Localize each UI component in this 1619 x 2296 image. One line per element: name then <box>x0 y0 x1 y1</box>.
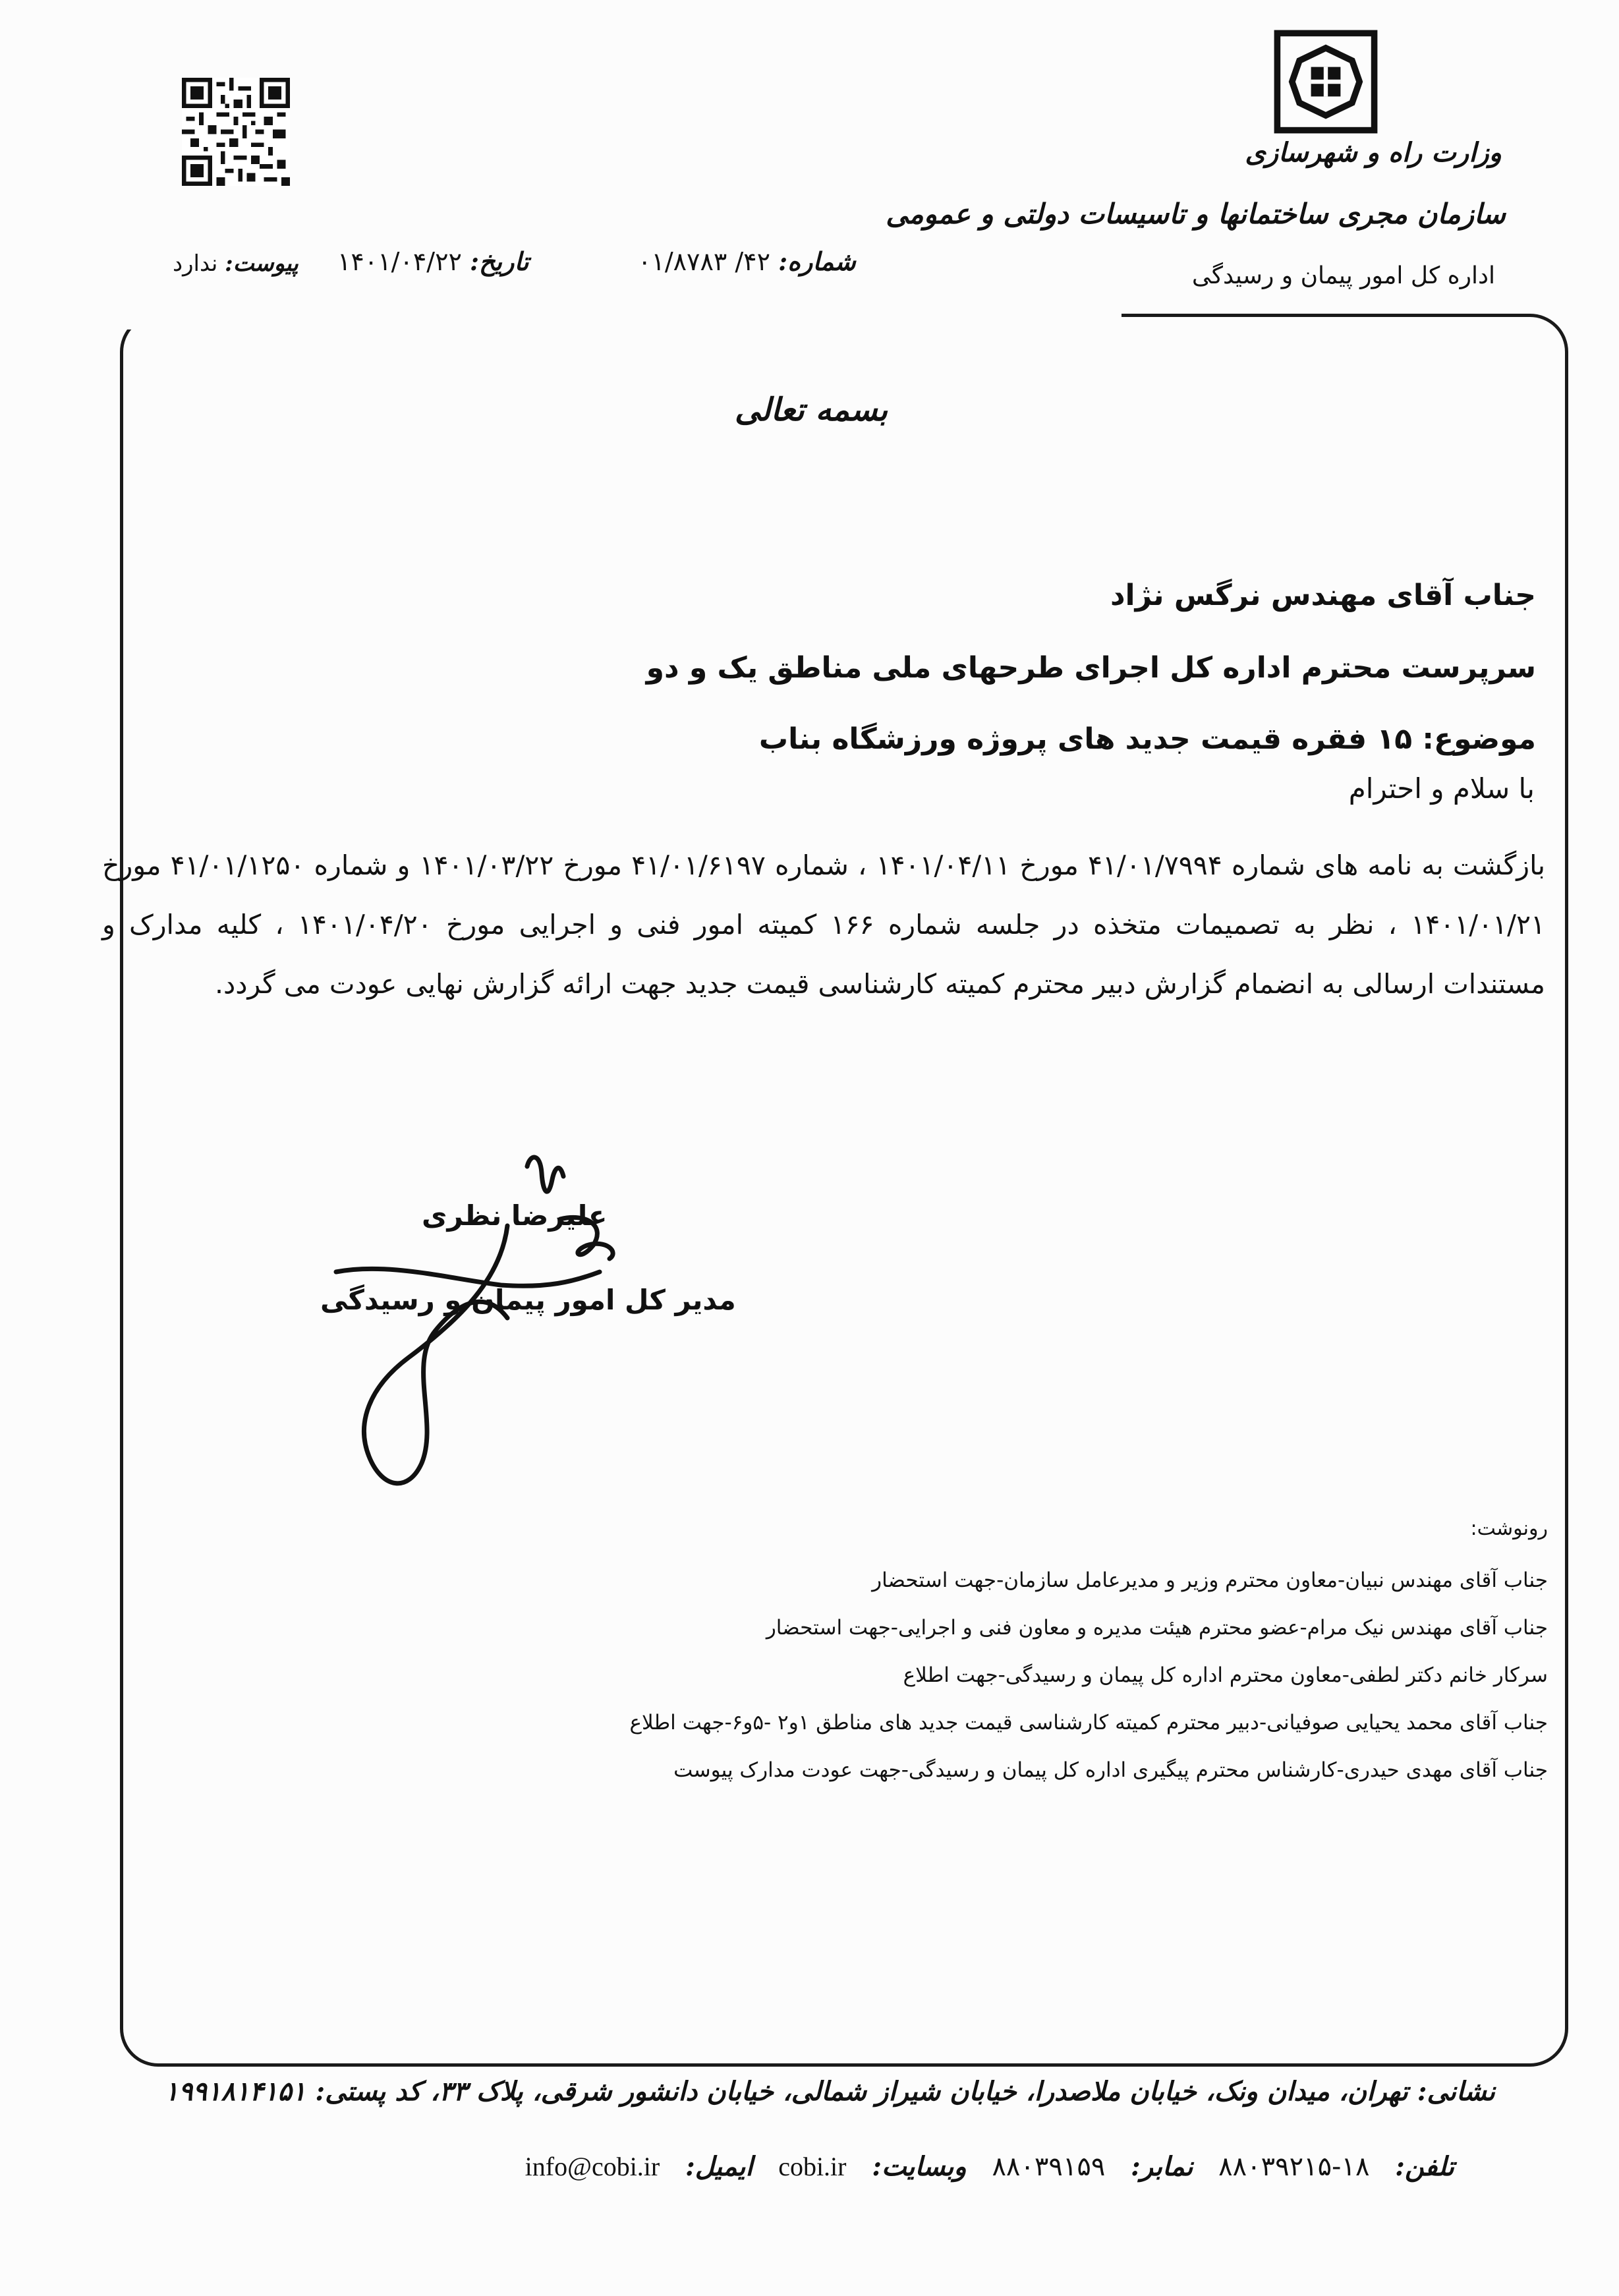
cc-item: جناب آقای مهندس نیک مرام-عضو محترم هیئت مدیره و معاون فنی و اجرایی-جهت استحضار <box>766 1616 1548 1640</box>
letter-subject: موضوع: ۱۵ فقره قیمت جدید های پروژه ورزشگاه بناب <box>758 722 1536 756</box>
footer-contact <box>525 2151 1454 2182</box>
letter-attachment-value: ندارد <box>173 250 218 277</box>
letter-body: بازگشت به نامه های شماره ۴۱/۰۱/۷۹۹۴ مورخ ۱۴۰۱/۰۴/۱۱ ، شماره ۴۱/۰۱/۶۱۹۷ مورخ ۱۴۰۱/۰۳/۲۲ و شماره ۴۱/۰۱/۱۲۵۰ مورخ ۱۴۰۱/۰۱/۲۱ ، نظر به تصمیمات متخذه در جلسه شماره ۱۶۶ کمیته امور فنی و اجرایی مورخ ۱۴۰۱/۰۴/۲۰ ، کلیه مدارک و مستندات ارسالی به انضمام گزارش دبیر محترم کمیته کارشناسی قیمت جدید جهت ارائه گزارش نهایی عودت می گردد. <box>102 849 1545 1000</box>
ministry-logo <box>1273 29 1378 134</box>
letter-number <box>638 246 856 276</box>
frame-gap <box>120 303 1122 330</box>
website-link[interactable]: cobi.ir <box>778 2152 847 2181</box>
cc-label: رونوشت: <box>1470 1517 1548 1540</box>
fax-label: نمابر: <box>1131 2151 1193 2182</box>
department-name: اداره کل امور پیمان و رسیدگی <box>1191 262 1495 289</box>
footer-address: نشانی: تهران، میدان ونک، خیابان ملاصدرا، خیابان شیراز شمالی، خیابان دانشور شرقی، پلاک ۳۳، کد پستی: ۱۹۹۱۸۱۴۱۵۱ <box>164 2076 1495 2107</box>
footer-phone <box>1218 2152 1454 2182</box>
footer-fax <box>992 2152 1193 2182</box>
fax-value: ۸۸۰۳۹۱۵۹ <box>992 2152 1106 2182</box>
website-label: وبسایت: <box>872 2151 967 2182</box>
qr-code <box>182 78 290 186</box>
phone-label: تلفن: <box>1395 2151 1454 2182</box>
organization-name: سازمان مجری ساختمانها و تاسیسات دولتی و عمومی <box>886 198 1506 230</box>
letter-attachment <box>173 250 298 277</box>
cc-list <box>296 1557 1548 1794</box>
email-label: ایمیل: <box>685 2151 753 2182</box>
footer-website <box>778 2152 967 2182</box>
cc-item: جناب آقای محمد یحیایی صوفیانی-دبیر محترم کمیته کارشناسی قیمت جدید های مناطق ۱و۲ -۵و۶-جهت اطلاع <box>629 1711 1548 1735</box>
letter-number-label: شماره: <box>778 246 856 276</box>
cc-item: جناب آقای مهندس نبیان-معاون محترم وزیر و مدیرعامل سازمان-جهت استحضار <box>872 1568 1548 1592</box>
letter-date <box>337 246 529 276</box>
greeting: با سلام و احترام <box>1348 772 1535 805</box>
footer-email <box>525 2152 753 2182</box>
letter-date-value: ۱۴۰۱/۰۴/۲۲ <box>337 247 462 276</box>
signer-title: مدیر کل امور پیمان و رسیدگی <box>320 1284 736 1316</box>
addressee-position: سرپرست محترم اداره کل اجرای طرحهای ملی مناطق یک و دو <box>646 651 1536 685</box>
email-link[interactable]: info@cobi.ir <box>525 2152 660 2181</box>
ministry-name: وزارت راه و شهرسازی <box>1245 137 1502 168</box>
bismillah-heading: بسمه تعالی <box>735 391 888 428</box>
cc-item: سرکار خانم دکتر لطفی-معاون محترم اداره کل پیمان و رسیدگی-جهت اطلاع <box>903 1663 1548 1687</box>
letter-attachment-label: پیوست: <box>225 250 298 277</box>
phone-value: ۱۸-۸۸۰۳۹۲۱۵ <box>1218 2152 1370 2182</box>
signer-name: علیرضا نظری <box>422 1199 608 1232</box>
letter-date-label: تاریخ: <box>469 246 529 276</box>
addressee: جناب آقای مهندس نرگس نژاد <box>1110 579 1536 612</box>
letter-number-value: ۴۲/ ۰۱/۸۷۸۳ <box>638 247 770 276</box>
cc-item: جناب آقای مهدی حیدری-کارشناس محترم پیگیری اداره کل پیمان و رسیدگی-جهت عودت مدارک پیوست <box>673 1758 1548 1782</box>
